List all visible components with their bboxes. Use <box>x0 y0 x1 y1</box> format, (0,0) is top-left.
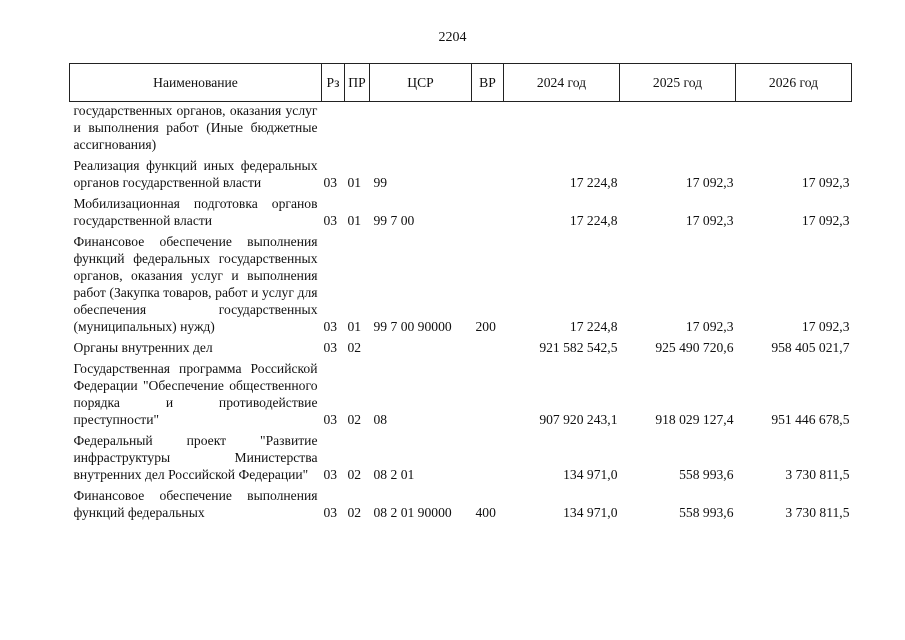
row-rz: 03 <box>323 505 338 520</box>
table-row <box>70 487 852 525</box>
row-name: Финансовое обеспечение выполнения функций федеральных <box>73 488 318 520</box>
row-2024: 17 224,8 <box>569 319 618 334</box>
header-csr: ЦСР <box>370 64 472 102</box>
row-vr <box>472 339 504 360</box>
row-2025: 17 092,3 <box>685 213 734 228</box>
row-rz: 03 <box>323 175 338 190</box>
row-2025: 918 029 127,4 <box>655 412 734 427</box>
table-header-row <box>70 64 852 102</box>
row-name: Финансовое обеспечение выполнения функций федеральных государственных органов, оказания услуг и выполнения работ (Закупка товаров, работ и услуг для обеспечения государственных (муниципальных) нужд) <box>73 234 318 334</box>
row-2026: 17 092,3 <box>801 213 850 228</box>
header-2024: 2024 год <box>504 64 620 102</box>
row-2024: 17 224,8 <box>569 175 618 190</box>
row-vr <box>472 195 504 233</box>
row-2026: 3 730 811,5 <box>785 467 850 482</box>
row-rz: 03 <box>323 467 338 482</box>
row-2026: 17 092,3 <box>801 319 850 334</box>
header-vr: ВР <box>472 64 504 102</box>
row-pr <box>345 102 370 158</box>
row-csr <box>370 102 472 158</box>
row-2024: 134 971,0 <box>563 505 618 520</box>
table-row <box>70 195 852 233</box>
row-2024: 17 224,8 <box>569 213 618 228</box>
row-rz: 03 <box>323 340 338 355</box>
table-row <box>70 233 852 339</box>
row-rz: 03 <box>323 412 338 427</box>
row-2025 <box>620 102 736 158</box>
row-pr: 01 <box>347 213 362 228</box>
row-vr: 200 <box>475 319 496 334</box>
row-vr <box>472 157 504 195</box>
row-name: Государственная программа Российской Федерации "Обеспечение общественного порядка и противодействие преступности" <box>73 361 318 427</box>
row-2025: 558 993,6 <box>679 467 734 482</box>
row-csr: 99 7 00 90000 <box>373 319 452 334</box>
row-2025: 17 092,3 <box>685 175 734 190</box>
header-pr: ПР <box>345 64 370 102</box>
row-name: Реализация функций иных федеральных органов государственной власти <box>73 158 318 190</box>
row-name: Мобилизационная подготовка органов государственной власти <box>73 196 318 228</box>
row-pr: 02 <box>347 412 362 427</box>
row-rz <box>322 102 345 158</box>
table-row <box>70 157 852 195</box>
row-pr: 02 <box>347 340 362 355</box>
row-pr: 01 <box>347 175 362 190</box>
row-csr: 08 2 01 <box>373 467 415 482</box>
page-number: 2204 <box>438 30 467 45</box>
row-2026: 17 092,3 <box>801 175 850 190</box>
row-2024: 921 582 542,5 <box>539 340 618 355</box>
row-name: Органы внутренних дел <box>73 340 213 355</box>
row-2024: 907 920 243,1 <box>539 412 618 427</box>
row-2024 <box>504 102 620 158</box>
row-vr <box>472 360 504 432</box>
table-row <box>70 360 852 432</box>
row-2026: 951 446 678,5 <box>771 412 850 427</box>
header-2026: 2026 год <box>736 64 852 102</box>
row-vr <box>472 102 504 158</box>
row-2026 <box>736 102 852 158</box>
row-vr <box>472 432 504 487</box>
row-2024: 134 971,0 <box>563 467 618 482</box>
header-rz: Рз <box>322 64 345 102</box>
header-name: Наименование <box>70 64 322 102</box>
row-rz: 03 <box>323 213 338 228</box>
row-vr: 400 <box>475 505 496 520</box>
row-csr: 99 7 00 <box>373 213 415 228</box>
row-2025: 558 993,6 <box>679 505 734 520</box>
row-2026: 958 405 021,7 <box>771 340 850 355</box>
row-csr: 08 2 01 90000 <box>373 505 452 520</box>
row-rz: 03 <box>323 319 338 334</box>
row-name: Федеральный проект "Развитие инфраструктуры Министерства внутренних дел Российской Федерации" <box>73 433 318 482</box>
row-pr: 02 <box>347 505 362 520</box>
table-row <box>70 339 852 360</box>
row-csr: 99 <box>373 175 388 190</box>
budget-table <box>69 63 852 525</box>
row-csr: 08 <box>373 412 388 427</box>
row-2025: 17 092,3 <box>685 319 734 334</box>
row-2025: 925 490 720,6 <box>655 340 734 355</box>
row-csr <box>370 339 472 360</box>
table-row <box>70 432 852 487</box>
row-2026: 3 730 811,5 <box>785 505 850 520</box>
row-name: государственных органов, оказания услуг и выполнения работ (Иные бюджетные ассигнования) <box>73 103 318 152</box>
row-pr: 02 <box>347 467 362 482</box>
row-pr: 01 <box>347 319 362 334</box>
header-2025: 2025 год <box>620 64 736 102</box>
table-row <box>70 102 852 158</box>
